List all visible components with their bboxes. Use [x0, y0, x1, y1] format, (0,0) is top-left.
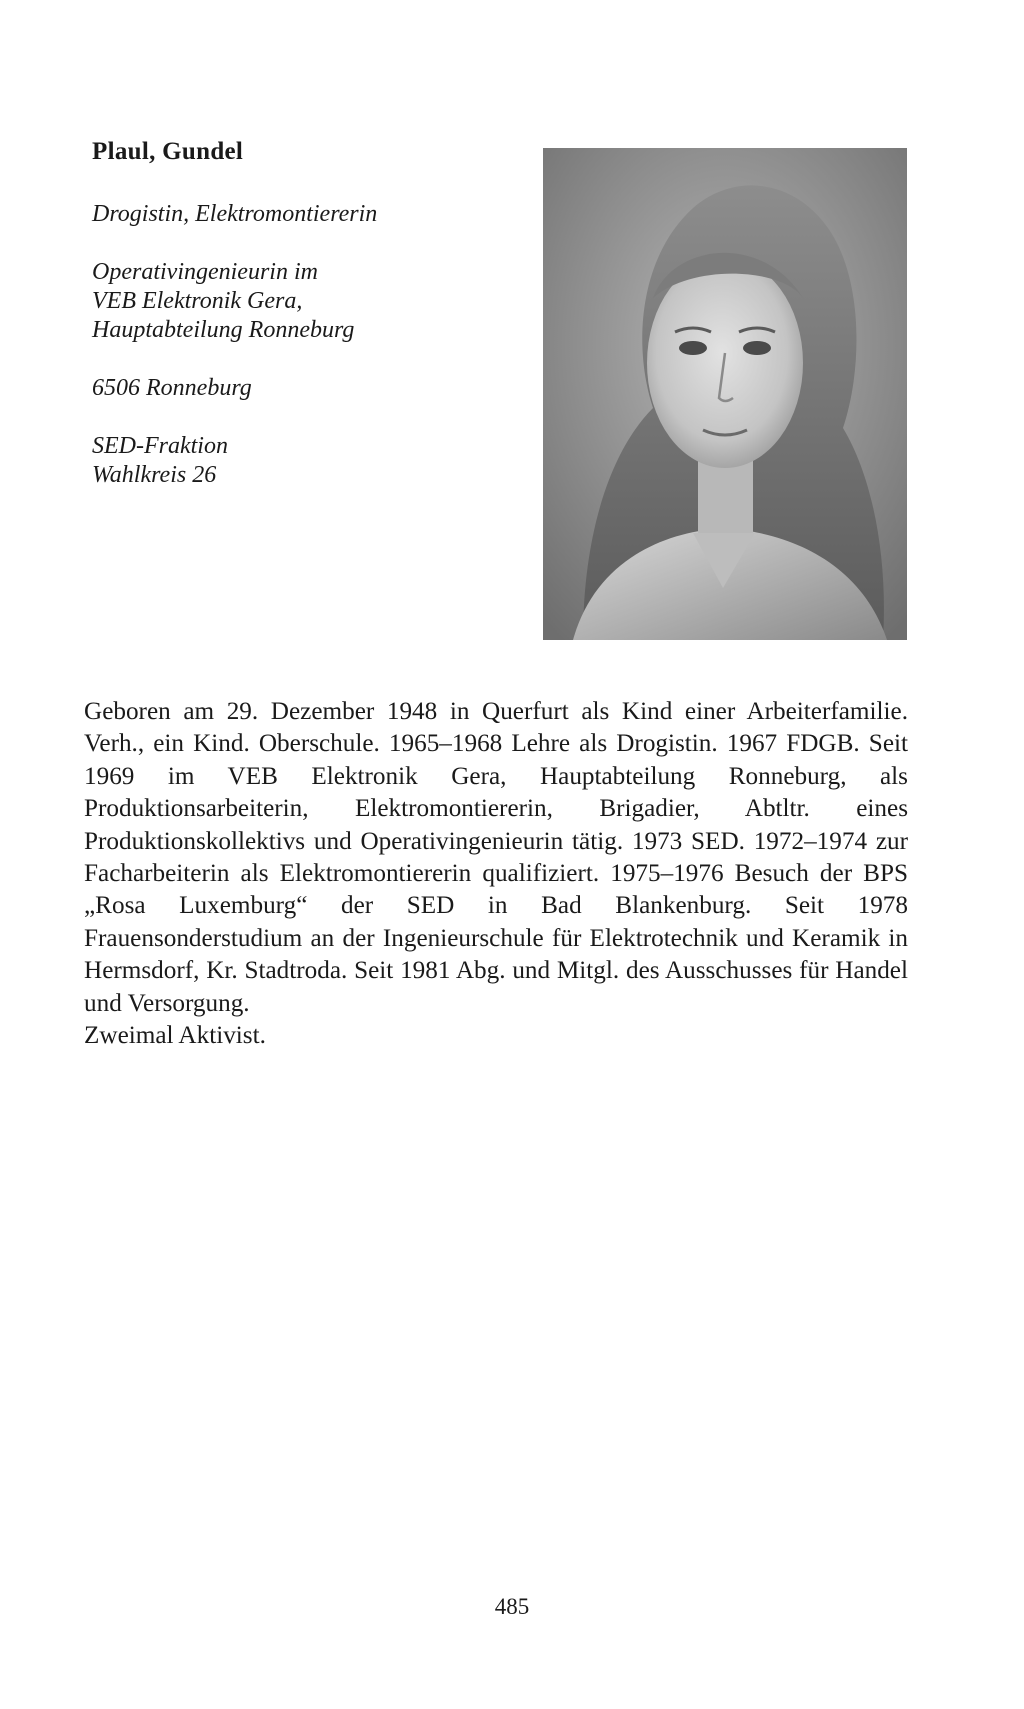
portrait-photo [543, 148, 907, 640]
constituency: Wahlkreis 26 [92, 462, 217, 488]
page-number: 485 [494, 1594, 530, 1619]
person-name: Plaul, Gundel [92, 138, 244, 165]
portrait-image [543, 148, 907, 640]
profession-text: Drogistin, Elektromontiererin [92, 201, 378, 227]
faction: SED-Fraktion [92, 433, 228, 459]
profession [92, 200, 512, 229]
person-info-block [92, 200, 512, 519]
position-line: VEB Elektronik Gera, [92, 288, 303, 314]
position-line: Hauptabteilung Ronneburg [92, 317, 355, 343]
position-line: Operativingenieurin im [92, 259, 318, 285]
biography-final-line: Zweimal Aktivist. [84, 1022, 266, 1049]
biography-text: Geboren am 29. Dezember 1948 in Querfurt als Kind einer Arbeiterfamilie. Verh., ein Kind. Oberschule. 1965–1968 Lehre als Drogistin. 1967 FDGB. Seit 1969 im VEB Elektronik Gera, Hauptabteilung Ronneburg, als Produktionsarbeiterin, Elektromontiererin, Brigadier, Abtltr. eines Produktionskollektivs und Operativingenieurin tätig. 1973 SED. 1972–1974 zur Facharbeiterin als Elektromontiererin qualifiziert. 1975–1976 Besuch der BPS „Rosa Luxemburg“ der SED in Bad Blankenburg. Seit 1978 Frauensonderstudium an der Ingenieurschule für Elektrotechnik und Keramik in Hermsdorf, Kr. Stadtroda. Seit 1981 Abg. und Mitgl. des Ausschusses für Handel und Versorgung. [84, 698, 908, 1017]
location [92, 374, 512, 403]
position [92, 258, 512, 345]
faction-and-constituency [92, 432, 512, 490]
location-text: 6506 Ronneburg [92, 375, 252, 401]
